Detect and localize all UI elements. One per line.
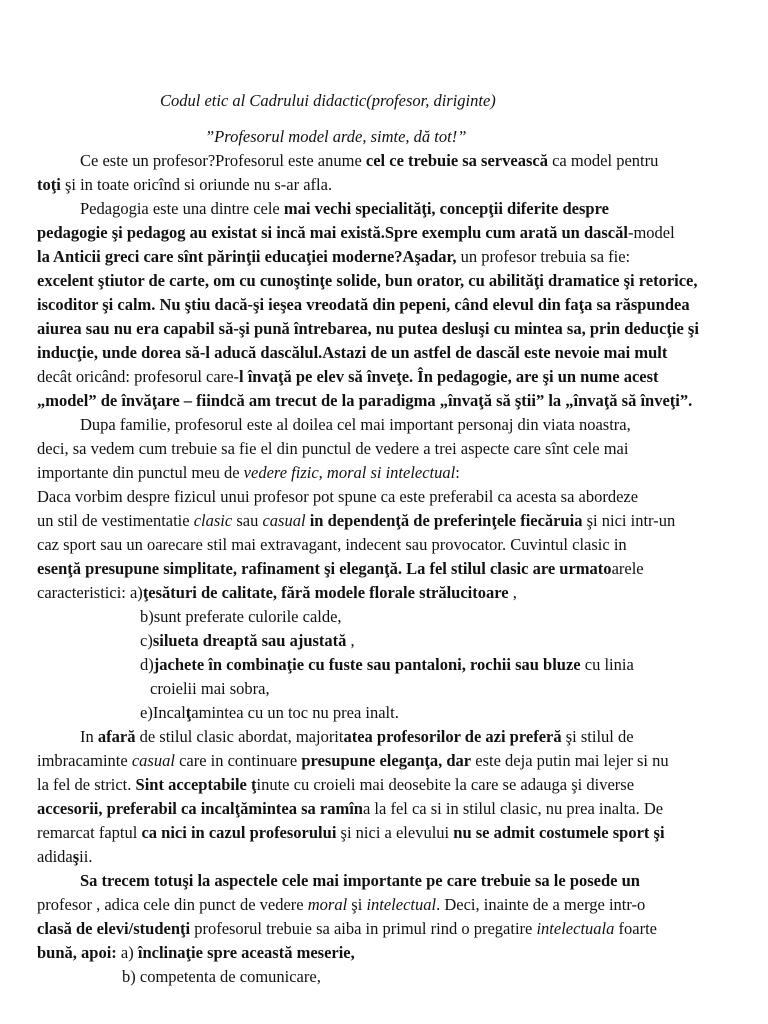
text-line bbox=[37, 582, 517, 604]
bold-text: toţi bbox=[37, 175, 61, 194]
text-run: cu linia bbox=[580, 655, 634, 674]
text-run: este deja putin mai lejer si nu bbox=[471, 751, 669, 770]
text-run: şi bbox=[347, 895, 367, 914]
text-run: adida bbox=[37, 847, 73, 866]
bold-text: excelent ştiutor de carte, om cu cunoştinţe solide, bun orator, cu abilităţi dramatice şi retorice, bbox=[37, 271, 698, 290]
bold-text: la Anticii greci care sînt părinţii educaţiei moderne?Aşadar, bbox=[37, 247, 457, 266]
italic-text: casual bbox=[131, 751, 175, 770]
text-run: caracteristici: a) bbox=[37, 583, 143, 602]
bold-text: inducţie, unde dorea să-l aducă dascălul. bbox=[37, 343, 323, 362]
text-line bbox=[37, 246, 630, 268]
text-run: sau bbox=[232, 511, 263, 530]
italic-text: casual bbox=[262, 511, 306, 530]
text-run: şi in toate oricînd si oriunde nu s-ar afla. bbox=[60, 175, 333, 194]
text-run: , bbox=[508, 583, 517, 602]
bold-text: nu se admit costumele sport şi bbox=[453, 823, 665, 842]
text-line bbox=[80, 870, 640, 892]
italic-text: intelectuala bbox=[536, 919, 615, 938]
text-run: ii. bbox=[79, 847, 93, 866]
text-run: decât oricând: profesorul care- bbox=[37, 367, 240, 386]
bold-text: mai vechi specialităţi, concepţii diferite despre bbox=[283, 199, 609, 218]
italic-text: clasic bbox=[193, 511, 233, 530]
text-run: Dupa familie, profesorul este al doilea cel mai important personaj din viata noastra, bbox=[80, 415, 631, 434]
text-line bbox=[37, 894, 645, 916]
text-line bbox=[37, 918, 657, 940]
bold-text: accesorii, preferabil ca incalţămintea sa ramîn bbox=[37, 799, 363, 818]
text-line bbox=[37, 174, 332, 196]
text-line bbox=[37, 822, 665, 844]
bold-text: presupune eleganţa, dar bbox=[301, 751, 472, 770]
document-title: Codul etic al Cadrului didactic(profesor, diriginte) bbox=[160, 91, 496, 110]
bold-text: clasă de elevi/studenţi bbox=[37, 919, 191, 938]
text-run: la fel de strict. bbox=[37, 775, 136, 794]
text-line bbox=[80, 414, 631, 436]
text-run: d) bbox=[140, 655, 154, 674]
text-run: un profesor trebuia sa fie: bbox=[456, 247, 631, 266]
text-line bbox=[37, 342, 667, 364]
text-line bbox=[37, 486, 638, 508]
text-run: b) competenta de comunicare, bbox=[122, 967, 321, 986]
text-line bbox=[80, 726, 634, 748]
bold-text: in dependenţă de preferinţele fiecăruia bbox=[305, 511, 583, 530]
text-run: şi stilul de bbox=[561, 727, 634, 746]
bold-text: atea profesorilor de azi preferă bbox=[343, 727, 562, 746]
bold-text: „model” de învăţare – fiindcă am trecut de la paradigma „învaţă să ştii” la „învaţă să înveţi”. bbox=[37, 391, 693, 410]
bold-text: ca nici in cazul profesorului bbox=[141, 823, 337, 842]
text-run: e)Incal bbox=[140, 703, 186, 722]
bold-text: cel ce trebuie sa servească bbox=[365, 151, 548, 170]
bold-text: iscoditor şi calm. Nu ştiu dacă-şi ieşea vreodată din pepeni, când elevul din faţa sa răspundea bbox=[37, 295, 690, 314]
text-run: . Deci, inainte de a merge intr-o bbox=[436, 895, 646, 914]
bold-text: ţ bbox=[185, 703, 192, 722]
text-line bbox=[37, 942, 355, 964]
document-motto: ”Profesorul model arde, simte, dă tot!” bbox=[205, 127, 467, 146]
text-line bbox=[37, 390, 692, 412]
text-run: In bbox=[80, 727, 98, 746]
text-line bbox=[37, 438, 628, 460]
text-run: -model bbox=[627, 223, 675, 242]
text-run: deci, sa vedem cum trebuie sa fie el din punctul de vedere a trei aspecte care sînt cele mai bbox=[37, 439, 629, 458]
italic-text: moral bbox=[307, 895, 348, 914]
text-run: şi nici intr-un bbox=[582, 511, 676, 530]
text-line bbox=[37, 222, 675, 244]
text-run: de stilul clasic abordat, majorit bbox=[135, 727, 344, 746]
text-line bbox=[37, 318, 699, 340]
text-run: , bbox=[346, 631, 355, 650]
text-run: remarcat faptul bbox=[37, 823, 142, 842]
bold-text: silueta dreaptă sau ajustată bbox=[152, 631, 347, 650]
text-line bbox=[37, 462, 460, 484]
text-line bbox=[140, 606, 342, 628]
bold-text: l învaţă pe elev să înveţe. În pedagogie, are şi un nume acest bbox=[239, 367, 659, 386]
text-line bbox=[150, 678, 270, 700]
text-line bbox=[37, 750, 669, 772]
bold-text: aiurea sau nu era capabil să-şi pună întrebarea, nu putea desluşi cu mintea sa, prin deducţie şi bbox=[37, 319, 699, 338]
bold-text: pedagogie şi pedagog au existat si incă mai există.Spre exemplu cum arată un dascăl bbox=[37, 223, 628, 242]
text-line bbox=[140, 630, 355, 652]
text-run: ca model pentru bbox=[547, 151, 659, 170]
text-line bbox=[37, 846, 92, 868]
text-run: arele bbox=[611, 559, 644, 578]
text-line bbox=[140, 654, 634, 676]
text-line bbox=[37, 270, 698, 292]
text-line bbox=[37, 294, 690, 316]
text-run: şi nici a elevului bbox=[336, 823, 454, 842]
text-line bbox=[37, 510, 675, 532]
text-run: a la fel ca si in stilul clasic, nu prea inalta. De bbox=[362, 799, 664, 818]
text-run: c) bbox=[140, 631, 153, 650]
italic-text: vedere fizic, moral si intelectual bbox=[243, 463, 456, 482]
text-line bbox=[37, 366, 659, 388]
text-line bbox=[140, 702, 399, 724]
text-run: b)sunt preferate culorile calde, bbox=[140, 607, 342, 626]
text-line bbox=[80, 150, 658, 172]
text-run: a) bbox=[116, 943, 138, 962]
text-line bbox=[37, 774, 634, 796]
text-run: Ce este un profesor?Profesorul este anume bbox=[80, 151, 366, 170]
text-run: importante din punctul meu de bbox=[37, 463, 244, 482]
bold-text: înclinaţie spre această meserie, bbox=[137, 943, 355, 962]
italic-text: intelectual bbox=[366, 895, 437, 914]
text-run: amintea cu un toc nu prea inalt. bbox=[191, 703, 399, 722]
text-run: : bbox=[455, 463, 460, 482]
text-run: profesorul trebuie sa aiba in primul rind o pregatire bbox=[190, 919, 537, 938]
text-run: imbracaminte bbox=[37, 751, 132, 770]
text-run: Daca vorbim despre fizicul unui profesor pot spune ca este preferabil ca acesta sa abordeze bbox=[37, 487, 639, 506]
text-run: un stil de vestimentatie bbox=[37, 511, 194, 530]
bold-text: jachete în combinaţie cu fuste sau pantaloni, rochii sau bluze bbox=[153, 655, 581, 674]
bold-text: esenţă presupune simplitate, rafinament şi eleganţă. La fel stilul clasic are urmato bbox=[37, 559, 612, 578]
text-run: inute cu croieli mai deosebite la care se adauga şi diverse bbox=[256, 775, 635, 794]
text-line bbox=[37, 798, 663, 820]
text-run: foarte bbox=[614, 919, 657, 938]
text-line bbox=[37, 558, 644, 580]
bold-text: Sint acceptabile ţ bbox=[135, 775, 257, 794]
bold-text: afară bbox=[97, 727, 136, 746]
text-run: caz sport sau un oarecare stil mai extravagant, indecent sau provocator. Cuvintul clasic in bbox=[37, 535, 627, 554]
text-run: profesor , adica cele din punct de vedere bbox=[37, 895, 308, 914]
text-run: Pedagogia este una dintre cele bbox=[80, 199, 284, 218]
text-run: croielii mai sobra, bbox=[150, 679, 270, 698]
bold-text: bună, apoi: bbox=[37, 943, 117, 962]
bold-text: Sa trecem totuşi la aspectele cele mai importante pe care trebuie sa le posede un bbox=[80, 871, 640, 890]
bold-text: Astazi de un astfel de dascăl este nevoie mai mult bbox=[322, 343, 668, 362]
bold-text: ţesături de calitate, fără modele florale strălucitoare bbox=[142, 583, 509, 602]
text-run: care in continuare bbox=[174, 751, 302, 770]
bold-text: ş bbox=[72, 847, 80, 866]
text-line bbox=[80, 198, 609, 220]
text-line bbox=[37, 534, 627, 556]
text-line bbox=[122, 966, 321, 988]
